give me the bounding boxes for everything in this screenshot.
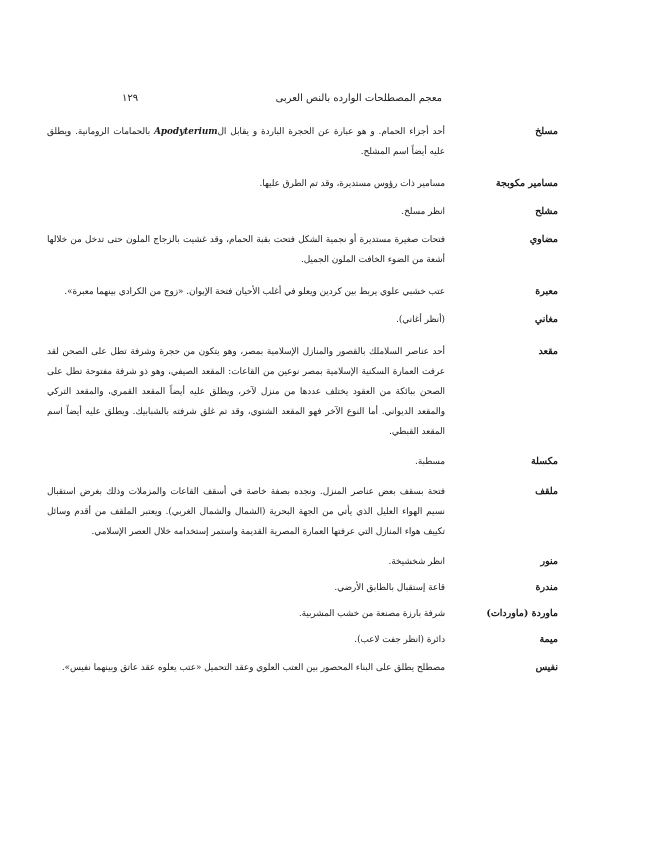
glossary-entry — [0, 604, 650, 624]
entry-definition: فتحة بسقف بعض عناصر المنزل. ونجده بصفة خاصة في أسقف القاعات والمزملات وذلك بغرض استقبال نسيم الهواء العليل الذي يأتي من الجهة البحرية (الشمال والشمال الغربي). ويعتبر الملقف من أقدم وسائل تكييف هواء المنازل التي عرفتها العمارة المصرية القديمة واستمر إستخدامه خلال العصر الإسلامي. — [47, 487, 445, 537]
entry-definition: فتحات صغيرة مستديرة أو نجمية الشكل فتحت بقبة الحمام، وقد غشيت بالزجاج الملون حتى تدخل من خلالها أشعة من الضوء الخافت الملون الجميل. — [47, 235, 445, 265]
glossary-entry — [0, 552, 650, 572]
glossary-entry — [0, 310, 650, 330]
entry-term: منور — [540, 556, 558, 567]
entry-definition: (أنظر أغاني). — [396, 315, 445, 325]
latin-term: Apodyterium — [154, 127, 218, 137]
entry-definition: انظر شخشيخة. — [388, 557, 445, 567]
entry-definition: قاعة إستقبال بالطابق الأرضي. — [334, 583, 445, 593]
entry-term: مكسلة — [530, 456, 558, 467]
glossary-entry — [0, 122, 650, 162]
glossary-entry — [0, 658, 650, 678]
entry-definition: شرفة بارزة مصنعة من خشب المشربية. — [298, 609, 445, 619]
glossary-entry — [0, 202, 650, 222]
glossary-entry — [0, 452, 650, 472]
entry-definition: عتب خشبي علوي يربط بين كردين ويعلو في أغلب الأحيان فتحة الإيوان. «زوج من الكرادي بينهما معبرة». — [64, 287, 445, 297]
running-header — [122, 93, 552, 111]
glossary-entry — [0, 630, 650, 650]
entry-definition: أحد عناصر السلاملك بالقصور والمنازل الإسلامية بمصر، وهو يتكون من حجرة وشرفة تطل على الصحن لقد عرفت العمارة السكنية الإسلامية بمصر نوعين من القاعات: المقعد الصيفي، وهو ذو شرفة مفتوحة تطل على الصحن ببائكة من العقود يختلف عددها من منزل لآخر، ويطلق عليه أيضاً المقعد القمري، والمقعد التركي والمقعد الديواني. أما النوع الآخر فهو المقعد الشتوي، وقد تم غلق شرفته بالشبابيك. ويطلق عليه أيضاً اسم المقعد القبطي. — [47, 347, 445, 437]
entry-term: مندرة — [535, 582, 558, 593]
glossary-entry — [0, 342, 650, 442]
entry-term: معبرة — [535, 286, 558, 297]
entry-term: مغاني — [534, 314, 558, 325]
entry-definition: مصطلح يطلق على البناء المحصور بين العتب العلوي وعقد التحميل «عتب يعلوه عقد عاتق وبينهما نفيس». — [61, 663, 445, 673]
entry-definition: أحد أجزاء الحمام. و هو عبارة عن الحجرة الباردة و يقابل الApodyterium بالحمامات الرومانية. ويطلق عليه أيضاً اسم المشلح. — [47, 127, 445, 157]
entry-term: ملقف — [535, 486, 558, 497]
running-title: معجم المصطلحات الوارده بالنص العربى — [275, 93, 442, 104]
entry-term: مسامير مكوبجة — [495, 178, 558, 189]
glossary-entry — [0, 578, 650, 598]
entry-term: مسلخ — [535, 126, 558, 137]
entry-definition: انظر مسلخ. — [401, 207, 445, 217]
entry-term: مقعد — [538, 346, 558, 357]
glossary-list — [0, 122, 650, 678]
entry-term: ماوردة (ماوردات) — [486, 608, 558, 619]
entry-term: مشلح — [535, 206, 558, 217]
page-number: ١٢٩ — [122, 93, 139, 104]
entry-term: ميمة — [539, 634, 558, 645]
entry-definition: دائرة (انظر جفت لاعب). — [354, 635, 445, 645]
entry-definition: مسامير ذات رؤوس مستديرة، وقد تم الطرق عليها. — [259, 179, 445, 189]
glossary-entry — [0, 282, 650, 302]
entry-term: مضاوي — [529, 234, 558, 245]
entry-definition: مسطبة. — [415, 457, 445, 467]
glossary-entry — [0, 230, 650, 270]
glossary-entry — [0, 482, 650, 542]
glossary-entry — [0, 174, 650, 194]
entry-term: نفيس — [535, 662, 558, 673]
